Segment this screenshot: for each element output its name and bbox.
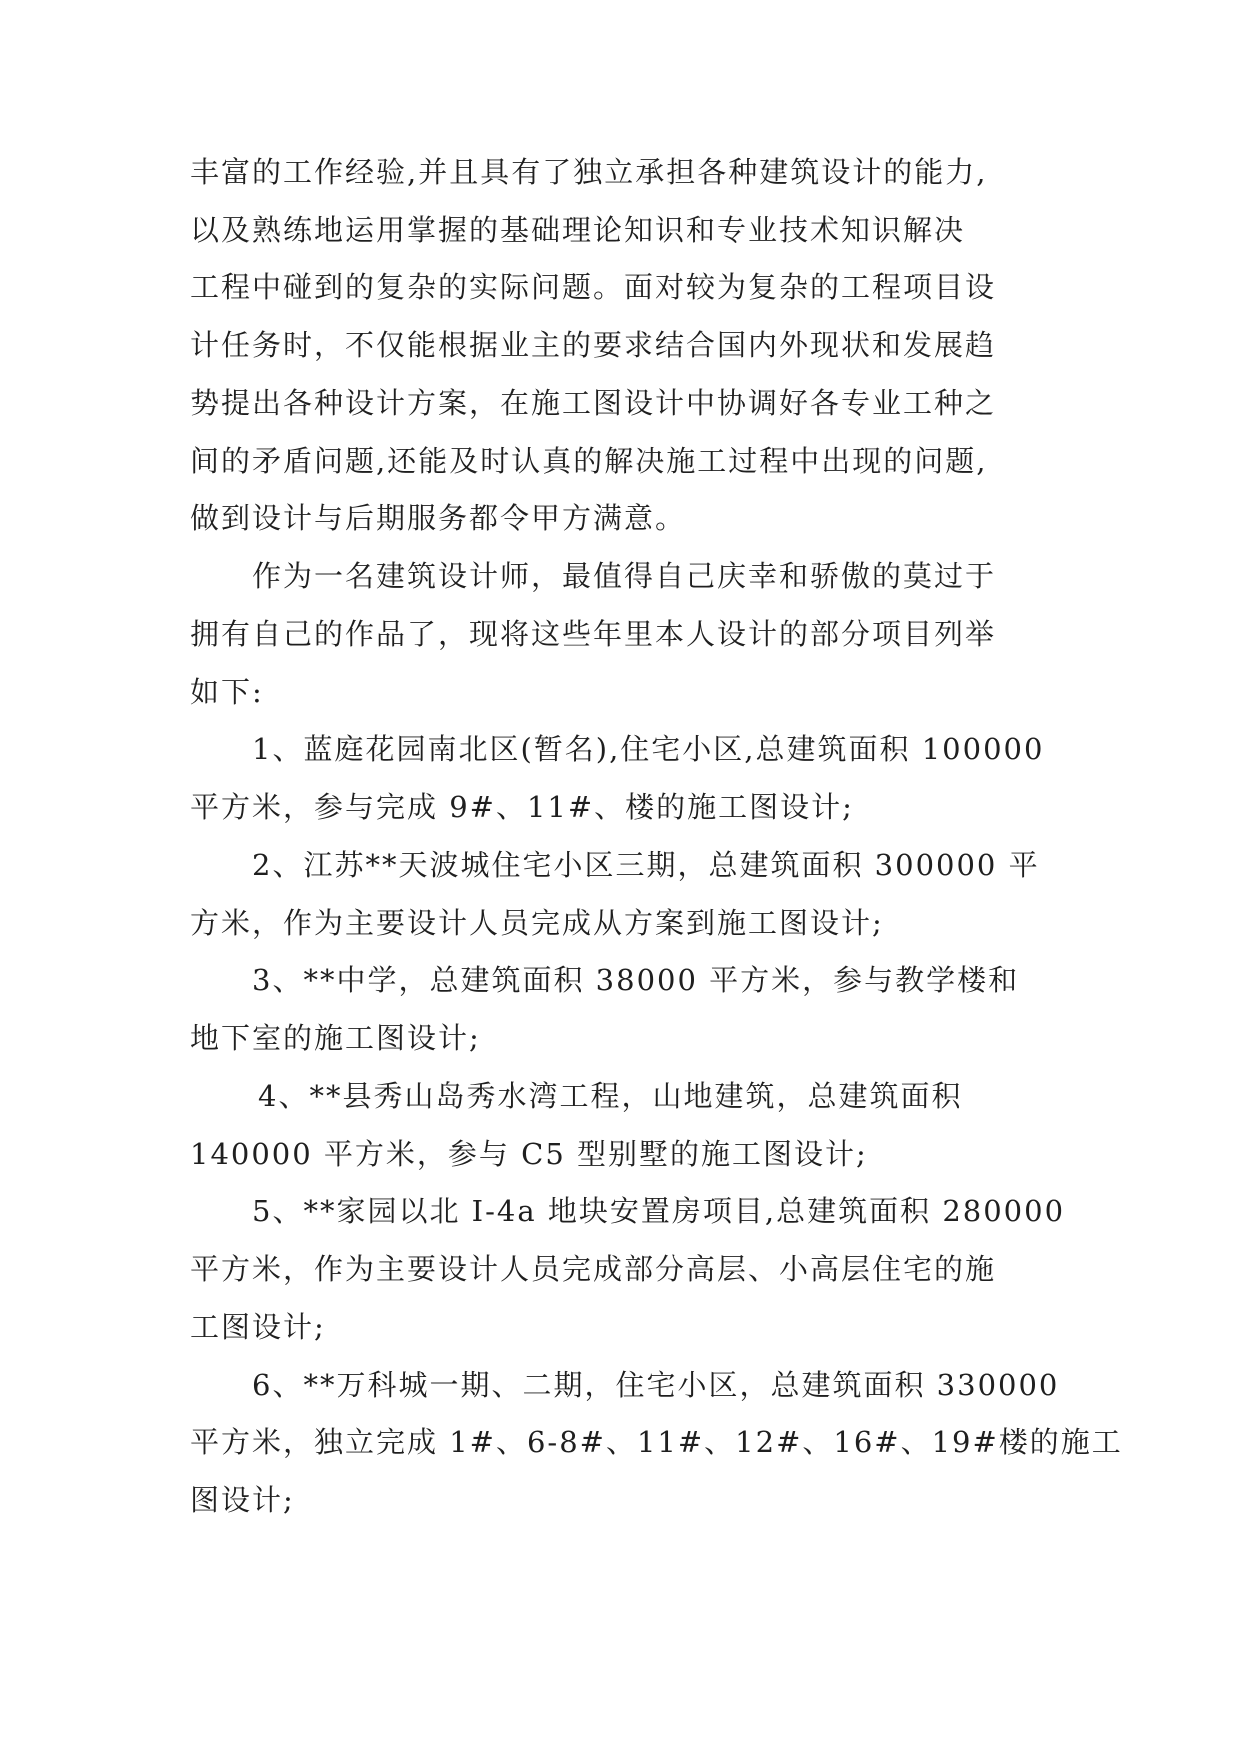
list-item-line: 平方米，独立完成 1#、6-8#、11#、12#、16#、19#楼的施工 xyxy=(190,1425,1123,1459)
text-line: 丰富的工作经验,并且具有了独立承担各种建筑设计的能力, xyxy=(190,155,988,189)
text-line: 拥有自己的作品了，现将这些年里本人设计的部分项目列举 xyxy=(190,617,997,651)
text-line: 以及熟练地运用掌握的基础理论知识和专业技术知识解决 xyxy=(190,213,966,247)
list-item-line: 1、蓝庭花园南北区(暂名),住宅小区,总建筑面积 100000 xyxy=(252,732,1045,766)
list-item-line: 地下室的施工图设计; xyxy=(190,1021,481,1055)
list-item-line: 平方米，作为主要设计人员完成部分高层、小高层住宅的施 xyxy=(190,1252,997,1286)
list-item-line: 5、**家园以北 I-4a 地块安置房项目,总建筑面积 280000 xyxy=(252,1194,1066,1228)
text-line: 计任务时，不仅能根据业主的要求结合国内外现状和发展趋 xyxy=(190,328,997,362)
text-line: 做到设计与后期服务都令甲方满意。 xyxy=(190,501,687,535)
list-item-line: 3、**中学，总建筑面积 38000 平方米，参与教学楼和 xyxy=(252,963,1020,997)
list-item-line: 平方米，参与完成 9#、11#、楼的施工图设计; xyxy=(190,790,854,824)
text-line: 作为一名建筑设计师，最值得自己庆幸和骄傲的莫过于 xyxy=(252,559,997,593)
list-item-line: 140000 平方米，参与 C5 型别墅的施工图设计; xyxy=(190,1137,868,1171)
text-line: 间的矛盾问题,还能及时认真的解决施工过程中出现的问题, xyxy=(190,444,988,478)
list-item-line: 方米，作为主要设计人员完成从方案到施工图设计; xyxy=(190,906,884,940)
list-item-line: 6、**万科城一期、二期，住宅小区，总建筑面积 330000 xyxy=(252,1368,1060,1402)
text-line: 如下: xyxy=(190,675,264,709)
list-item-line: 4、**县秀山岛秀水湾工程，山地建筑，总建筑面积 xyxy=(258,1079,963,1113)
list-item-line: 2、江苏**天波城住宅小区三期，总建筑面积 300000 平 xyxy=(252,848,1040,882)
text-line: 工程中碰到的复杂的实际问题。面对较为复杂的工程项目设 xyxy=(190,270,997,304)
list-item-line: 工图设计; xyxy=(190,1310,326,1344)
list-item-line: 图设计; xyxy=(190,1483,295,1517)
text-line: 势提出各种设计方案，在施工图设计中协调好各专业工种之 xyxy=(190,386,997,420)
